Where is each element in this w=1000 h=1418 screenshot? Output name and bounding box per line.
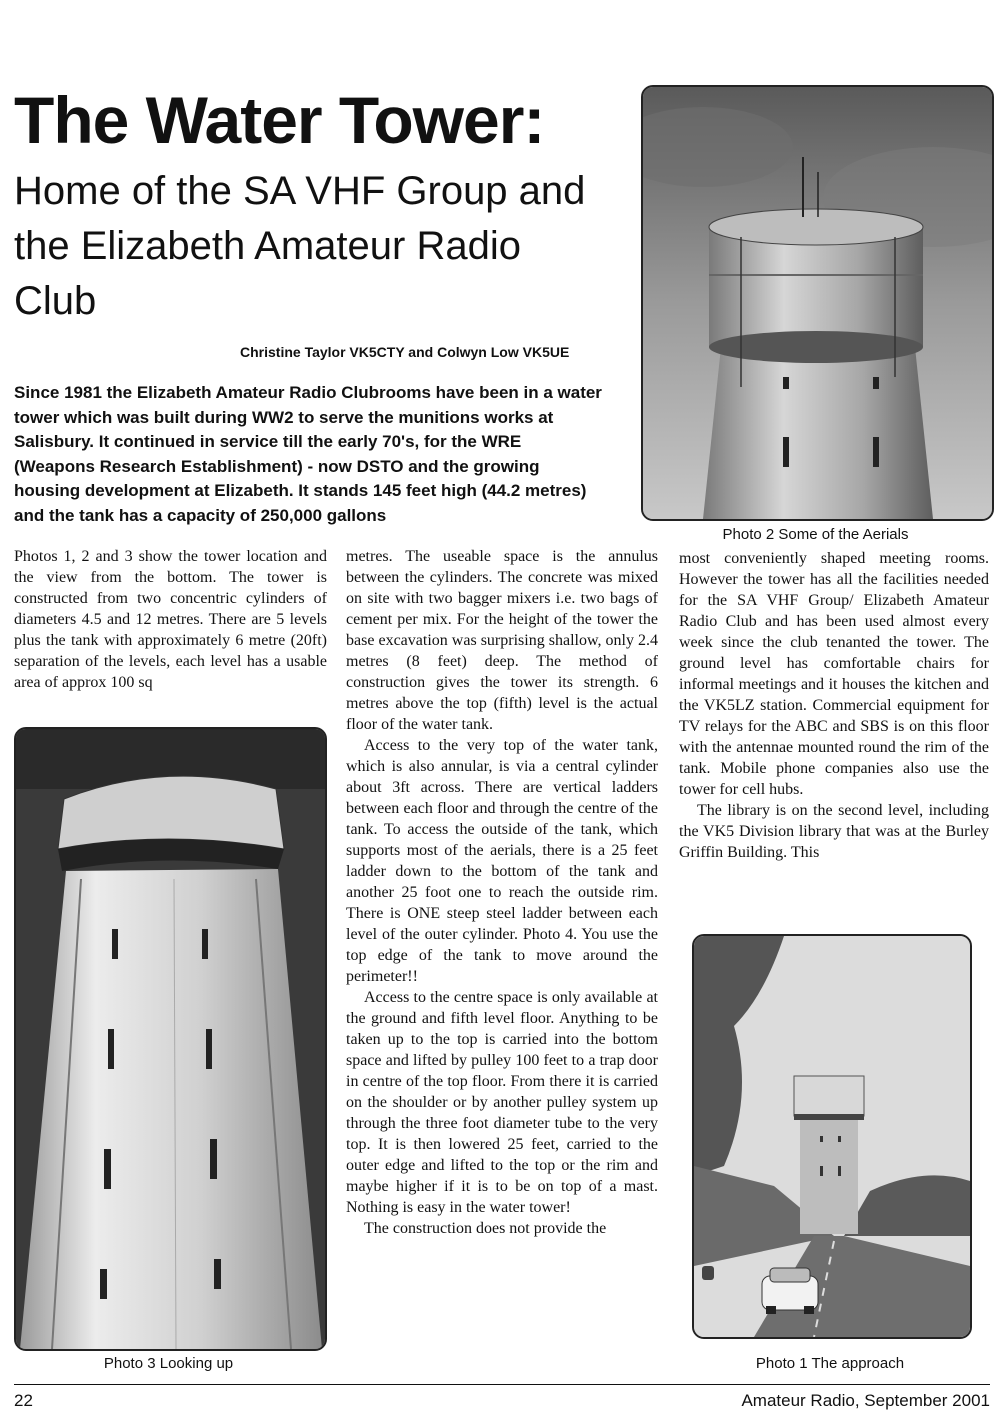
publication-credit: Amateur Radio, September 2001 bbox=[741, 1391, 990, 1410]
photo-looking-up bbox=[14, 727, 327, 1351]
body-column-3 bbox=[679, 548, 989, 863]
body-paragraph: metres. The useable space is the annulus between the cylinders. The concrete was mixed on site with two bagger mixers i.e. two bags of cement per mix. For the height of the tower the base excavation was surprising shallow, only 2.4 metres (8 feet) deep. The method of construction gives the tower its strength. 6 metres above the top (fifth) level is the actual floor of the water tank. bbox=[346, 548, 658, 733]
body-paragraph: Photos 1, 2 and 3 show the tower location and the view from the bottom. The tower is constructed from two concentric cylinders of diameters 4.5 and 12 metres. There are 5 levels plus the tank with approximately 6 metre (20ft) separation of the levels, each level has a usable area of approx 100 sq bbox=[14, 548, 327, 691]
photo-approach bbox=[692, 934, 972, 1339]
photo-aerials bbox=[641, 85, 994, 521]
byline: Christine Taylor VK5CTY and Colwyn Low VK5UE bbox=[240, 344, 570, 360]
body-paragraph: Access to the centre space is only available at the ground and fifth level floor. Anything to be taken up to the top is carried into the bottom space and lifted by pulley 100 feet to a trap door in centre of the top floor. From there it is carried on the shoulder or by another pulley system up through the three foot diameter tube to the very top. It is then lowered 25 feet, carried to the outer edge and lifted to the top or the rim and maybe higher if it is to be on top of a mast. Nothing is easy in the water tower! bbox=[346, 989, 658, 1216]
photo-aerials-caption: Photo 2 Some of the Aerials bbox=[722, 526, 909, 543]
body-column-1 bbox=[14, 546, 327, 693]
body-paragraph: The library is on the second level, including the VK5 Division library that was at the Burley Griffin Building. This bbox=[679, 802, 989, 861]
photo-looking-up-caption: Photo 3 Looking up bbox=[103, 1355, 234, 1372]
body-paragraph: most conveniently shaped meeting rooms. However the tower has all the facilities needed for the SA VHF Group/ Elizabeth Amateur Radio Club and has been used almost every week since the club tenanted the tower. The ground level has comfortable chairs for informal meetings and it houses the kitchen and the VK5LZ station. Commercial equipment for TV relays for the ABC and SBS is on this floor with the antennae mounted round the rim of the tank. Mobile phone companies also use the tower for cell hubs. bbox=[679, 550, 989, 798]
body-paragraph: Access to the very top of the water tank, which is also annular, is via a central cylinder about 3ft across. There are vertical ladders between each floor and through the centre of the tank. To access the outside of the tank, which supports most of the aerials, there is a 25 feet ladder down to the bottom of the tank and another 25 foot one to reach the outside rim. There is ONE steep steel ladder between each level of the outer cylinder. Photo 4. You use the top edge of the tank to move around the perimeter!! bbox=[346, 737, 658, 985]
article-subtitle: Home of the SA VHF Group and the Elizabeth Amateur Radio Club bbox=[14, 169, 586, 323]
footer-rule bbox=[14, 1384, 990, 1385]
article-title: The Water Tower: bbox=[14, 83, 545, 157]
intro-paragraph: Since 1981 the Elizabeth Amateur Radio Clubrooms have been in a water tower which was built during WW2 to serve the munitions works at Salisbury. It continued in service till the early 70's, for the WRE (Weapons Research Establishment) - now DSTO and the growing housing development at Elizabeth. It stands 145 feet high (44.2 metres) and the tank has a capacity of 250,000 gallons bbox=[14, 383, 602, 525]
body-paragraph: The construction does not provide the bbox=[364, 1220, 607, 1237]
page-number: 22 bbox=[14, 1391, 33, 1410]
photo-approach-caption: Photo 1 The approach bbox=[755, 1355, 905, 1372]
body-column-2 bbox=[346, 546, 658, 1239]
